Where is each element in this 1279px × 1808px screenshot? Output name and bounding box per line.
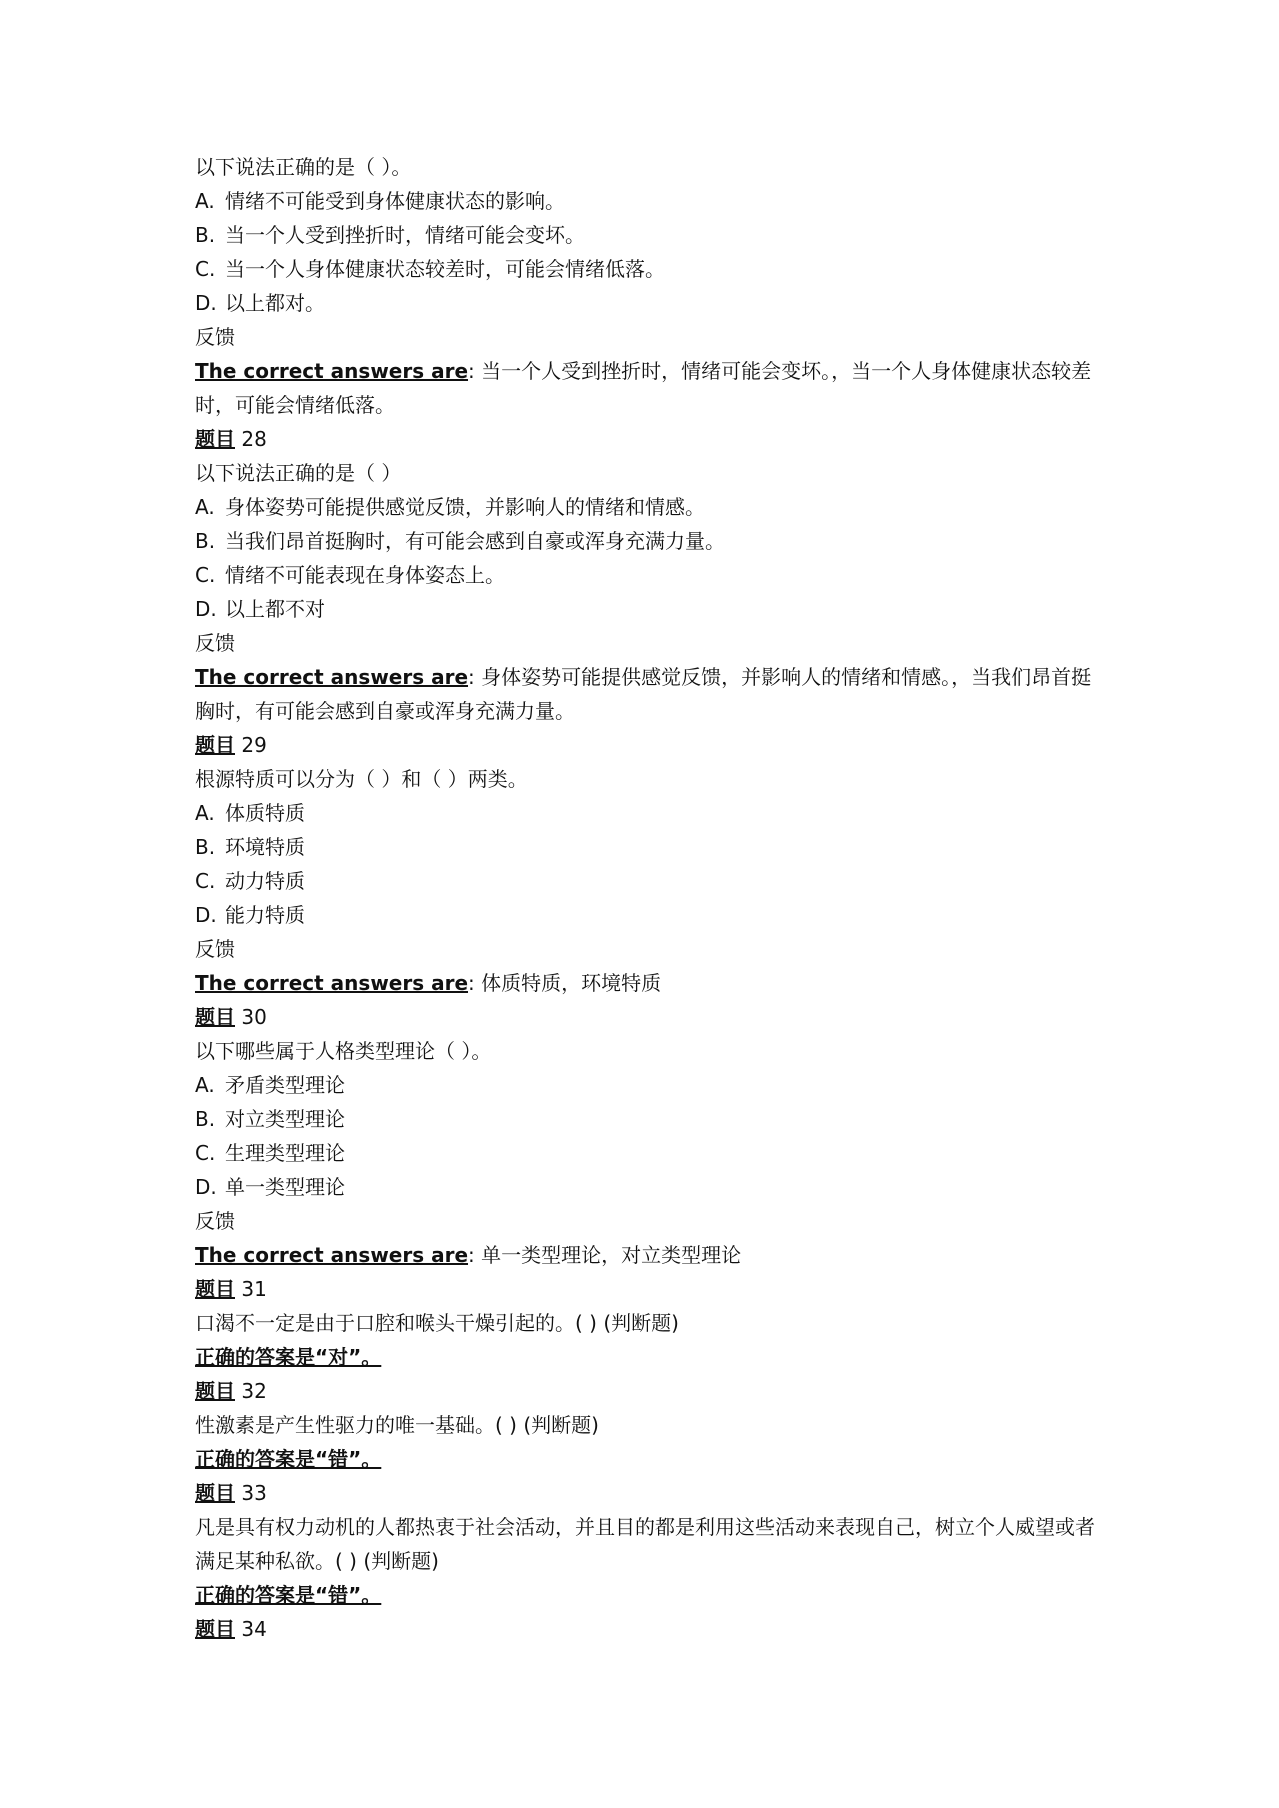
feedback-title: 反馈 xyxy=(195,631,235,655)
feedback-title: 反馈 xyxy=(195,325,235,349)
correct-answer xyxy=(195,660,1095,728)
question-stem: 以下哪些属于人格类型理论（ ）。 xyxy=(195,1039,492,1063)
option-text: 环境特质 xyxy=(225,835,305,859)
true-false-answer xyxy=(195,1442,1095,1476)
option-text: 对立类型理论 xyxy=(225,1107,345,1131)
answer-prefix: The correct answers are xyxy=(195,1243,469,1267)
question-number: 30 xyxy=(241,1005,267,1029)
option-text: 生理类型理论 xyxy=(225,1141,345,1165)
question-heading xyxy=(195,1272,1095,1306)
feedback-title: 反馈 xyxy=(195,937,235,961)
option-text: 身体姿势可能提供感觉反馈，并影响人的情绪和情感。 xyxy=(225,495,705,519)
true-false-answer xyxy=(195,1340,1095,1374)
option-text: 矛盾类型理论 xyxy=(225,1073,345,1097)
option-letter: B. xyxy=(195,835,216,859)
answer-separator: : xyxy=(468,359,475,383)
question-label: 题目 xyxy=(195,1379,235,1403)
true-false-answer xyxy=(195,1578,1095,1612)
answer-text: 当一个人受到挫折时，情绪可能会变坏。，当一个人身体健康状态较差时，可能会情绪低落。 xyxy=(195,359,1092,417)
option-letter: B. xyxy=(195,1107,216,1131)
option-text: 当一个人受到挫折时，情绪可能会变坏。 xyxy=(225,223,585,247)
question-label: 题目 xyxy=(195,1617,235,1641)
correct-answer xyxy=(195,966,1095,1000)
option-a xyxy=(195,1068,1095,1102)
option-c xyxy=(195,252,1095,286)
option-text: 当我们昂首挺胸时，有可能会感到自豪或浑身充满力量。 xyxy=(225,529,725,553)
question-number: 33 xyxy=(241,1481,267,1505)
option-text: 动力特质 xyxy=(225,869,305,893)
option-letter: A. xyxy=(195,495,215,519)
option-text: 情绪不可能受到身体健康状态的影响。 xyxy=(225,189,565,213)
answer-text: 正确的答案是“错”。 xyxy=(195,1447,382,1471)
option-b xyxy=(195,218,1095,252)
answer-separator: : xyxy=(468,1243,475,1267)
question-stem: 性激素是产生性驱力的唯一基础。( ) (判断题) xyxy=(195,1413,599,1437)
option-b xyxy=(195,1102,1095,1136)
option-d xyxy=(195,286,1095,320)
question-stem: 以下说法正确的是（ ） xyxy=(195,461,402,485)
question-number: 31 xyxy=(241,1277,267,1301)
answer-text: 正确的答案是“错”。 xyxy=(195,1583,382,1607)
option-letter: A. xyxy=(195,801,215,825)
option-d xyxy=(195,592,1095,626)
option-d xyxy=(195,1170,1095,1204)
question-heading xyxy=(195,1000,1095,1034)
option-b xyxy=(195,524,1095,558)
option-letter: C. xyxy=(195,257,216,281)
question-label: 题目 xyxy=(195,1481,235,1505)
answer-text: 体质特质，环境特质 xyxy=(481,971,662,995)
option-text: 以上都不对 xyxy=(225,597,325,621)
option-letter: A. xyxy=(195,189,215,213)
option-text: 能力特质 xyxy=(225,903,305,927)
question-label: 题目 xyxy=(195,733,235,757)
option-text: 情绪不可能表现在身体姿态上。 xyxy=(225,563,505,587)
question-stem: 凡是具有权力动机的人都热衷于社会活动，并且目的都是利用这些活动来表现自己，树立个人威望或者满足某种私欲。( ) (判断题) xyxy=(195,1515,1095,1573)
feedback-title: 反馈 xyxy=(195,1209,235,1233)
option-c xyxy=(195,864,1095,898)
option-letter: C. xyxy=(195,563,216,587)
answer-separator: : xyxy=(468,971,475,995)
option-text: 当一个人身体健康状态较差时，可能会情绪低落。 xyxy=(225,257,665,281)
question-heading xyxy=(195,1476,1095,1510)
question-label: 题目 xyxy=(195,1005,235,1029)
question-label: 题目 xyxy=(195,427,235,451)
option-letter: A. xyxy=(195,1073,215,1097)
option-a xyxy=(195,184,1095,218)
answer-text: 单一类型理论，对立类型理论 xyxy=(481,1243,742,1267)
answer-prefix: The correct answers are xyxy=(195,359,469,383)
option-text: 单一类型理论 xyxy=(225,1175,345,1199)
question-heading xyxy=(195,728,1095,762)
option-letter: B. xyxy=(195,529,216,553)
answer-text: 正确的答案是“对”。 xyxy=(195,1345,382,1369)
question-stem: 根源特质可以分为（ ）和（ ）两类。 xyxy=(195,767,528,791)
option-letter: B. xyxy=(195,223,216,247)
question-number: 29 xyxy=(241,733,267,757)
question-heading xyxy=(195,1374,1095,1408)
option-letter: D. xyxy=(195,597,217,621)
option-a xyxy=(195,796,1095,830)
option-b xyxy=(195,830,1095,864)
option-letter: C. xyxy=(195,1141,216,1165)
option-letter: D. xyxy=(195,903,217,927)
option-text: 体质特质 xyxy=(225,801,305,825)
question-stem: 口渴不一定是由于口腔和喉头干燥引起的。( ) (判断题) xyxy=(195,1311,679,1335)
option-d xyxy=(195,898,1095,932)
question-stem: 以下说法正确的是（ ）。 xyxy=(195,155,412,179)
answer-text: 身体姿势可能提供感觉反馈，并影响人的情绪和情感。，当我们昂首挺胸时，有可能会感到自豪或浑身充满力量。 xyxy=(195,665,1092,723)
option-c xyxy=(195,1136,1095,1170)
answer-prefix: The correct answers are xyxy=(195,665,469,689)
option-c xyxy=(195,558,1095,592)
question-number: 28 xyxy=(241,427,267,451)
question-label: 题目 xyxy=(195,1277,235,1301)
document-page xyxy=(195,150,1095,1646)
option-letter: C. xyxy=(195,869,216,893)
answer-prefix: The correct answers are xyxy=(195,971,469,995)
option-letter: D. xyxy=(195,1175,217,1199)
option-text: 以上都对。 xyxy=(225,291,325,315)
option-letter: D. xyxy=(195,291,217,315)
question-number: 32 xyxy=(241,1379,267,1403)
question-heading xyxy=(195,422,1095,456)
correct-answer xyxy=(195,354,1095,422)
question-number: 34 xyxy=(241,1617,267,1641)
answer-separator: : xyxy=(468,665,475,689)
option-a xyxy=(195,490,1095,524)
correct-answer xyxy=(195,1238,1095,1272)
question-heading xyxy=(195,1612,1095,1646)
